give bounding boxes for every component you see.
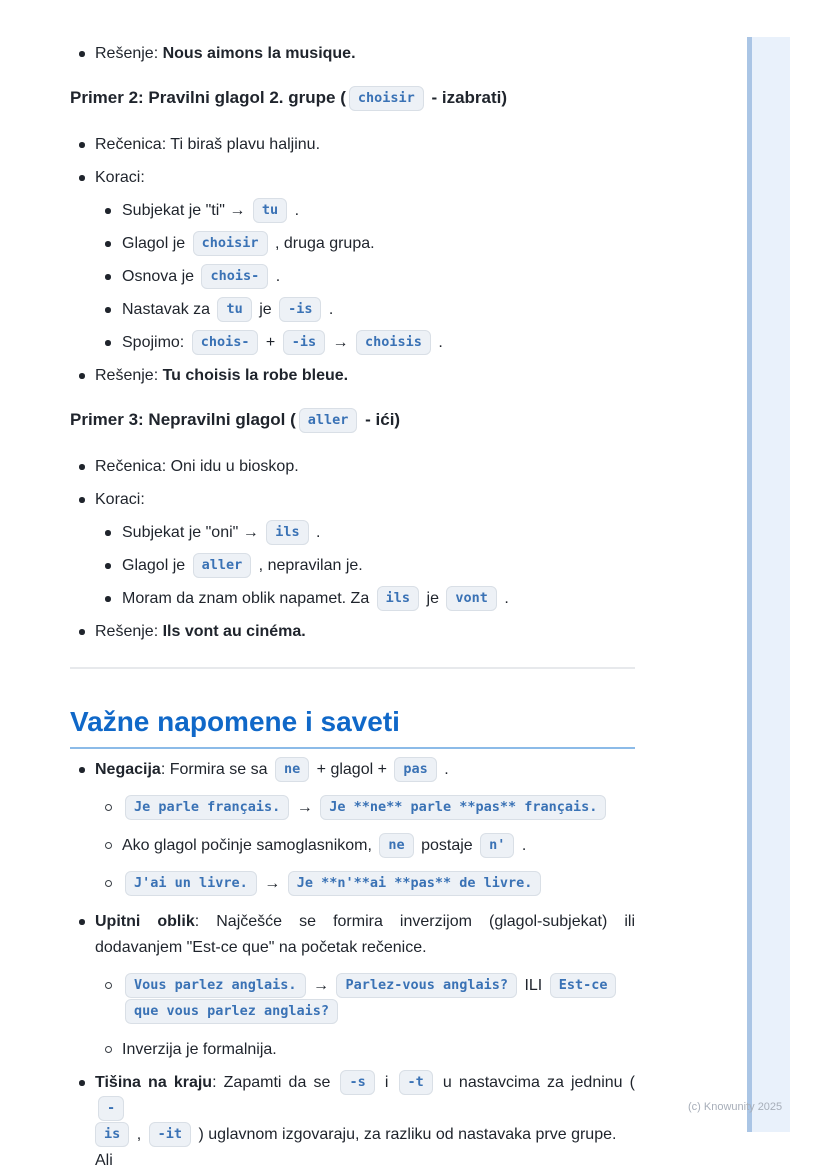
code-chip: Vous parlez anglais. (125, 973, 306, 998)
code-chip: que vous parlez anglais? (125, 999, 338, 1024)
text-segment: . (311, 524, 321, 541)
text-segment: Rešenje: (95, 623, 163, 640)
list-primer3-steps (95, 520, 635, 612)
code-chip: ils (377, 586, 419, 611)
text-segment: i (377, 1074, 396, 1091)
step-item (122, 586, 635, 612)
code-chip: -is (283, 330, 325, 355)
list-item (95, 454, 635, 480)
list-primer2-steps (95, 198, 635, 356)
text-segment: Osnova je (122, 268, 199, 285)
list-primer2 (70, 132, 635, 389)
document-content (70, 34, 635, 1171)
code-chip: aller (193, 553, 252, 578)
code-chip: choisis (356, 330, 431, 355)
list-item (95, 132, 635, 158)
text-segment: je (254, 301, 277, 318)
text-segment: . (290, 202, 300, 219)
step-item (122, 198, 635, 224)
text-segment: Primer 3: Nepravilni glagol ( (70, 410, 296, 429)
code-chip: Je **ne** parle **pas** français. (320, 795, 606, 820)
code-chip: choisir (193, 231, 268, 256)
list-item (95, 41, 635, 67)
text-line (95, 1122, 635, 1171)
scrollbar-track (752, 37, 790, 1132)
text-segment: Rešenje: (95, 45, 163, 62)
step-item (122, 330, 635, 356)
arrow-text: → (259, 875, 285, 892)
arrow-text: → (292, 799, 318, 816)
code-chip: Est-ce (550, 973, 617, 998)
code-chip: ne (275, 757, 309, 782)
text-segment: ) uglavnom izgovaraju, za razliku od nastavaka prve grupe. Ali (95, 1126, 617, 1169)
text-segment: - izabrati) (426, 88, 508, 107)
code-chip: is (95, 1122, 129, 1147)
text-segment: ILI (520, 977, 547, 994)
bold-text: Nous aimons la musique. (162, 45, 356, 62)
code-chip: pas (394, 757, 436, 782)
text-segment: Spojimo: (122, 334, 189, 351)
code-chip: Parlez-vous anglais? (336, 973, 517, 998)
text-segment: : Formira se sa (160, 761, 272, 778)
watermark: (c) Knowunity 2025 (688, 1101, 783, 1113)
text-segment: . (271, 268, 281, 285)
text-line (122, 999, 635, 1025)
text-segment: Rečenica: Ti biraš plavu haljinu. (95, 136, 321, 153)
code-chip: choisir (349, 86, 424, 111)
code-chip: -s (340, 1070, 374, 1095)
text-line (122, 973, 635, 999)
heading-primer2 (70, 86, 635, 111)
text-segment: Koraci: (95, 491, 145, 508)
list-primer1-tail (70, 41, 635, 67)
text-segment: , (132, 1126, 146, 1143)
bold-text: Ils vont au cinéma. (162, 623, 306, 640)
arrow-text: → (308, 977, 334, 994)
example-item (122, 1037, 635, 1063)
list-item (95, 487, 635, 612)
example-item (122, 795, 635, 821)
list-item (95, 363, 635, 389)
code-chip: J'ai un livre. (125, 871, 257, 896)
text-segment: Rešenje: (95, 367, 163, 384)
text-segment: . (499, 590, 509, 607)
code-chip: tu (217, 297, 251, 322)
step-item (122, 231, 635, 257)
text-segment: postaje (416, 837, 478, 854)
list-question-examples (95, 973, 635, 1063)
step-item (122, 520, 635, 546)
text-segment: Subjekat je "ti" → (122, 202, 250, 219)
text-segment: . (433, 334, 443, 351)
text-segment: Glagol je (122, 557, 190, 574)
code-chip: -t (399, 1070, 433, 1095)
text-segment: u nastavcima za jedninu ( (435, 1074, 636, 1091)
text-segment: Glagol je (122, 235, 190, 252)
text-line (95, 1070, 635, 1122)
bold-text: Upitni oblik (95, 913, 195, 930)
list-item (95, 165, 635, 356)
text-segment: : Zapamti da se (212, 1074, 338, 1091)
code-chip: chois- (201, 264, 268, 289)
scrollbar-thumb[interactable] (747, 37, 752, 1132)
code-chip: n' (480, 833, 514, 858)
text-segment: , druga grupa. (270, 235, 375, 252)
list-item (95, 619, 635, 645)
code-chip: -is (279, 297, 321, 322)
bold-text: Tu choisis la robe bleue. (162, 367, 349, 384)
text-segment: + (261, 334, 280, 351)
text-segment: , nepravilan je. (254, 557, 363, 574)
text-line (95, 909, 635, 935)
text-line: dodavanjem "Est-ce que" na početak rečenice. (95, 939, 427, 956)
code-chip: Je parle français. (125, 795, 289, 820)
step-item (122, 264, 635, 290)
text-segment: Ako glagol počinje samoglasnikom, (122, 837, 377, 854)
code-chip: ils (266, 520, 308, 545)
text-segment: . (324, 301, 334, 318)
example-item (122, 871, 635, 897)
code-chip: ne (379, 833, 413, 858)
text-segment: Nastavak za (122, 301, 215, 318)
example-item (122, 833, 635, 859)
text-segment: → (328, 334, 353, 351)
list-item-question (95, 909, 635, 1063)
text-segment: : Najčešće se formira inverzijom (glagol-subjekat) ili (194, 913, 636, 930)
code-chip: vont (446, 586, 497, 611)
heading-primer3 (70, 408, 635, 433)
text-segment: Subjekat je "oni" → (122, 524, 264, 541)
text-segment: Koraci: (95, 169, 145, 186)
text-segment: - ići) (360, 410, 401, 429)
example-item (122, 973, 635, 1025)
bold-text: Negacija (95, 761, 161, 778)
list-notes (70, 757, 635, 1171)
text-segment: Inverzija je formalnija. (122, 1041, 277, 1058)
text-segment: Moram da znam oblik napamet. Za (122, 590, 374, 607)
section-heading-notes: Važne napomene i saveti (70, 705, 635, 749)
text-segment: Primer 2: Pravilni glagol 2. grupe ( (70, 88, 346, 107)
text-segment: + glagol + (312, 761, 392, 778)
step-item (122, 297, 635, 323)
code-chip: aller (299, 408, 358, 433)
bold-text: Tišina na kraju (95, 1074, 213, 1091)
step-item (122, 553, 635, 579)
list-negation-examples (95, 795, 635, 897)
code-chip: chois- (192, 330, 259, 355)
list-item-silence (95, 1070, 635, 1171)
code-chip: Je **n'**ai **pas** de livre. (288, 871, 542, 896)
text-segment: je (422, 590, 444, 607)
code-chip: tu (253, 198, 287, 223)
text-segment: . (517, 837, 527, 854)
list-primer3 (70, 454, 635, 645)
text-segment: Rečenica: Oni idu u bioskop. (95, 458, 299, 475)
code-chip: - (98, 1096, 124, 1121)
text-segment: . (439, 761, 449, 778)
code-chip: -it (149, 1122, 191, 1147)
list-item-negation (95, 757, 635, 897)
section-divider (70, 667, 635, 669)
